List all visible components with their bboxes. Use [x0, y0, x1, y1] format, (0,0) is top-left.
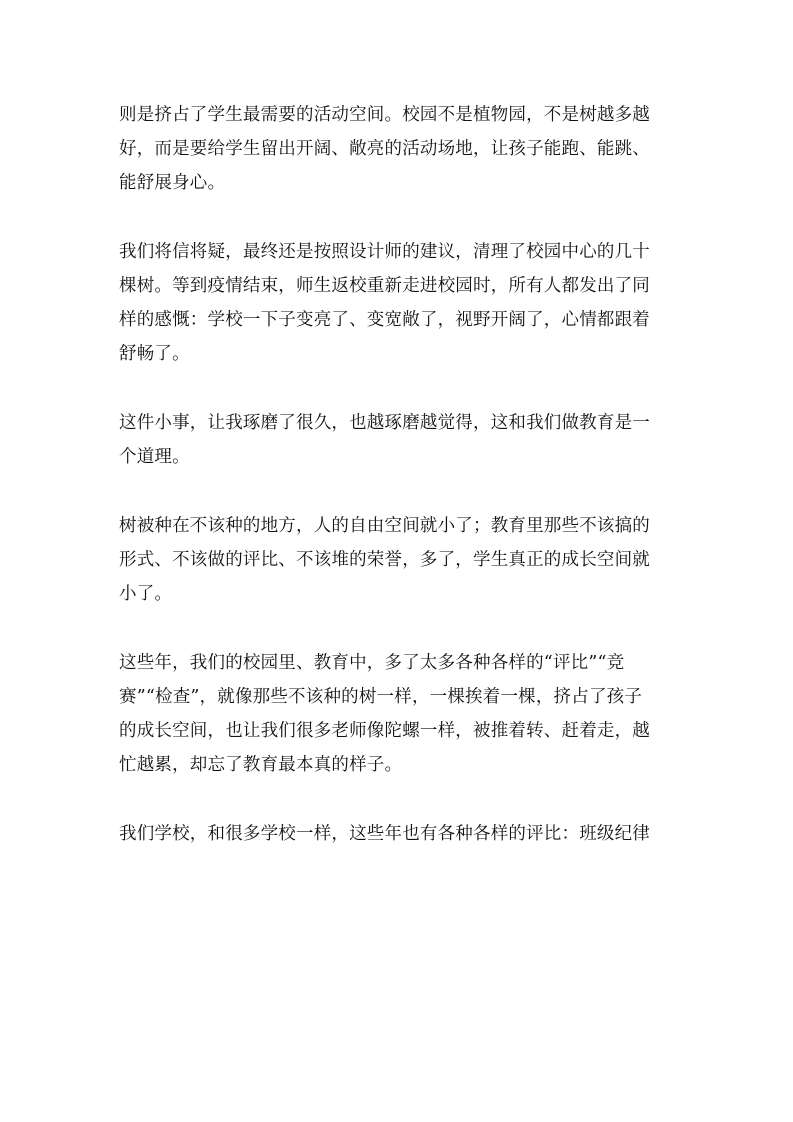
paragraph-2	[119, 235, 679, 371]
text-line: 这些年，我们的校园里、教育中，多了太多各种各样的“评比”“竞	[119, 653, 625, 673]
text-line: 我们学校，和很多学校一样，这些年也有各种各样的评比：班级纪律	[119, 824, 650, 844]
paragraph-4	[119, 509, 679, 611]
document-body	[119, 98, 679, 886]
text-line: 的成长空间，也让我们很多老师像陀螺一样，被推着转、赶着走，越	[119, 721, 650, 741]
paragraph-5	[119, 646, 679, 782]
text-line: 小了。	[119, 584, 173, 604]
text-line: 棵树。等到疫情结束，师生返校重新走进校园时，所有人都发出了同	[119, 276, 650, 296]
text-line: 树被种在不该种的地方，人的自由空间就小了；教育里那些不该搞的	[119, 516, 650, 536]
text-line: 我们将信将疑，最终还是按照设计师的建议，清理了校园中心的几十	[119, 242, 650, 262]
text-line: 忙越累，却忘了教育最本真的样子。	[119, 755, 403, 775]
text-line: 赛”“检查”，就像那些不该种的树一样，一棵挨着一棵，挤占了孩子	[119, 687, 643, 707]
text-line: 能舒展身心。	[119, 173, 226, 193]
text-line: 好，而是要给学生留出开阔、敞亮的活动场地，让孩子能跑、能跳、	[119, 139, 650, 159]
paragraph-3	[119, 406, 679, 474]
paragraph-1	[119, 98, 679, 200]
text-line: 舒畅了。	[119, 344, 190, 364]
text-line: 样的感慨：学校一下子变亮了、变宽敞了，视野开阔了，心情都跟着	[119, 310, 650, 330]
text-line: 个道理。	[119, 447, 190, 467]
text-line: 这件小事，让我琢磨了很久，也越琢磨越觉得，这和我们做教育是一	[119, 413, 650, 433]
text-line: 则是挤占了学生最需要的活动空间。校园不是植物园，不是树越多越	[119, 105, 650, 125]
paragraph-6	[119, 817, 679, 851]
text-line: 形式、不该做的评比、不该堆的荣誉，多了，学生真正的成长空间就	[119, 550, 650, 570]
